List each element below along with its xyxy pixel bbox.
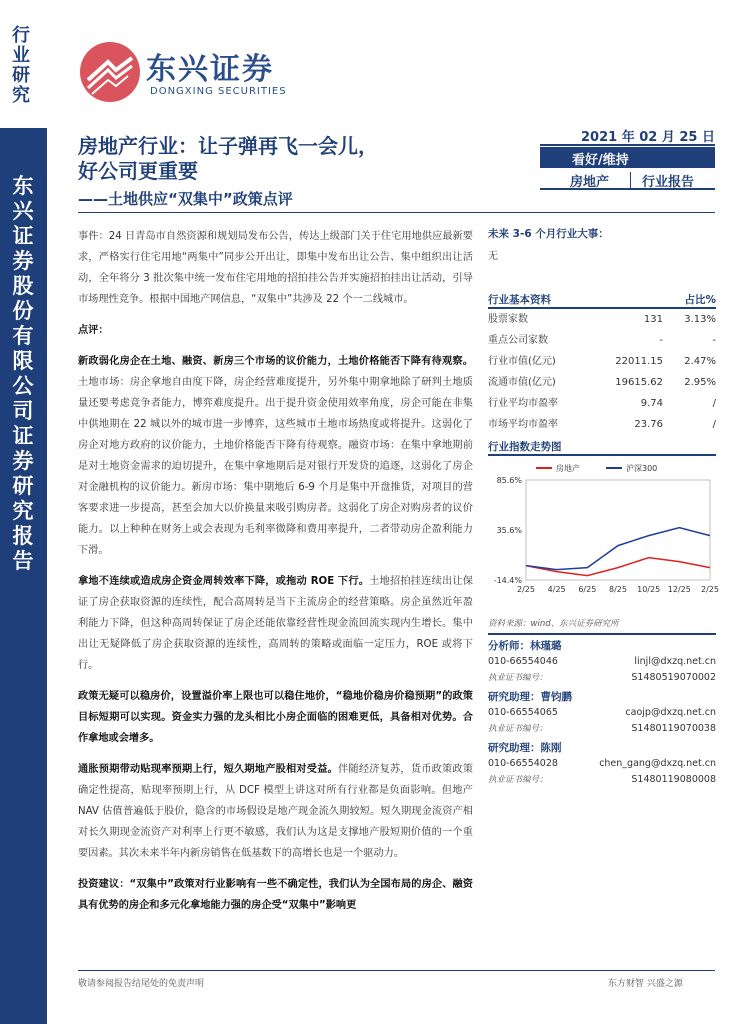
analyst-cert-number: S1480119070038 <box>631 723 716 734</box>
chart-legend-label: 沪深300 <box>626 464 658 473</box>
basic-info-pct-header: 占比% <box>684 294 716 306</box>
chart-title: 行业指数走势图 <box>488 441 562 453</box>
paragraph-4-lead: 通胀预期带动贴现率预期上行，短久期地产股相对受益。 <box>78 764 339 775</box>
analyst-cert-row <box>488 772 716 788</box>
event-paragraph: 事件：24 日青岛市自然资源和规划局发布公告，传达上级部门关于住宅用地供应最新要求，严格实行住宅用地“两集中”同步公开出让，即集中发布出让公告、集中组织出让活动，全年将分 3 批次集中统一发布住宅用地的招拍挂公告并实施招拍挂出让活动，引导市场理性竞争。根据中国地产网信息，“双集中”共涉及 22 个一二线城市。 <box>78 231 473 305</box>
analyst-cert-label: 执业证书编号： <box>488 775 548 785</box>
paragraph-1 <box>78 351 473 561</box>
paragraph-5: 投资建议：“双集中”政策对行业影响有一些不确定性，我们认为全国布局的房企、融资具有优势的房企和多元化拿地能力强的房企受“双集中”影响更 <box>78 879 473 911</box>
tag-separator <box>630 172 631 188</box>
basic-info-v2: / <box>712 419 716 430</box>
comment-label: 点评： <box>78 325 109 336</box>
chart-plot-frame <box>526 480 710 580</box>
chart-x-tick-label: 4/25 <box>547 585 566 594</box>
analyst-name: 分析师：林瑾璐 <box>488 640 562 652</box>
basic-info-row <box>488 309 716 330</box>
basic-info-row <box>488 414 716 435</box>
report-date: 2021 年 02 月 25 日 <box>581 130 715 145</box>
chart-legend-label: 房地产 <box>556 464 580 473</box>
basic-info-k: 股票家数 <box>488 314 528 325</box>
page-subtitle: ——土地供应“双集中”政策点评 <box>78 190 293 208</box>
paragraph-1-lead: 新政弱化房企在土地、融资、新房三个市场的议价能力，土地价格能否下降有待观察。 <box>78 356 473 367</box>
paragraph-2 <box>78 571 473 676</box>
footer-divider <box>78 970 715 971</box>
analyst-list <box>488 638 716 788</box>
analyst-contact-row <box>488 756 716 772</box>
basic-info-k: 行业平均市盈率 <box>488 398 558 409</box>
chart-source: 资料来源：wind、东兴证券研究所 <box>488 619 619 629</box>
chart-series-line-1 <box>526 528 710 570</box>
basic-info-title: 行业基本资料 <box>488 294 551 306</box>
analyst-email[interactable]: chen_gang@dxzq.net.cn <box>599 758 716 769</box>
logo-mark-icon <box>78 40 142 104</box>
footer-disclaimer: 敬请参阅报告结尾处的免责声明 <box>78 979 205 989</box>
chart-x-tick-label: 2/25 <box>701 585 719 594</box>
index-trend-chart <box>488 460 719 610</box>
paragraph-4-body: 伴随经济复苏，货币政策政策确定性提高，贴现率预期上行，从 DCF 模型上讲这对所有行业都是负面影响。但地产 NAV 估值普遍低于股价，隐含的市场假设是地产现金流久期较短。短久期现金流资产相对长久期现金流资产对利率上行更不敏感，我们认为这是支撑地产股短期价值的一个重要因素。其次未来半年内新房销售在低基数下的高增长也是一个驱动力。 <box>78 764 474 859</box>
basic-info-row <box>488 330 716 351</box>
tag-type: 行业报告 <box>642 175 695 190</box>
basic-info-k: 重点公司家数 <box>488 335 548 346</box>
title-divider <box>78 212 715 213</box>
basic-info-v1: 22011.15 <box>615 356 663 367</box>
sidebar-top <box>0 0 47 128</box>
company-logo <box>78 40 288 110</box>
analyst-name: 研究助理：曹钧鹏 <box>488 691 572 703</box>
chart-x-tick-label: 12/25 <box>667 585 691 594</box>
analyst-email[interactable]: caojp@dxzq.net.cn <box>625 707 716 718</box>
paragraph-2-body: 土地招拍挂连续出让保证了房企获取资源的连续性，配合高周转是当下主流房企的经营策略。房企虽然近年盈利能力下降，但这种高周转保证了房企还能依靠经营性现金流回流实现内生增长。集中出让无疑降低了房企获取资源的连续性，高周转的策略或面临一定压力，ROE 或将下行。 <box>78 576 473 671</box>
analyst-phone: 010-66554046 <box>488 656 558 667</box>
right-column <box>488 226 719 788</box>
basic-info-k: 行业市值(亿元) <box>488 356 556 367</box>
paragraph-1-body: 土地市场：房企拿地自由度下降，房企经营难度提升，另外集中期拿地除了研判土地质量还要考虑竞争者能力，博弈难度提升。出于提升资金使用效率角度，房企可能在非集中供地期在 22 城以外的城市进一步博弈，这些城市土地市场热度或将提升。这弱化了房企对地方政府的议价能力，土地价格能否下降有待观察。融资市场：在集中拿地期前是对土地资金需求的迫切提升，在集中拿地期后是对银行开发贷的追逐，这弱化了房企对金融机构的议价能力。新房市场：集中期地后 6-9 个月是集中开盘推货，对项目的营客要求进一步提高，甚至会加大以价换量来吸引购房者。这弱化了房企对购房者的议价能力。以上种种在财务上或会表现为毛利率微降和费用率提升，二者带动房企盈利能力下滑。 <box>78 377 473 556</box>
basic-info-v2: 3.13% <box>684 314 716 325</box>
basic-info-k: 流通市值(亿元) <box>488 377 556 388</box>
paragraph-2-lead: 拿地不连续或造成房企资金周转效率下降，或拖动 ROE 下行。 <box>78 576 370 587</box>
analyst-phone: 010-66554028 <box>488 758 558 769</box>
analyst-cert-number: S1480119080008 <box>631 774 716 785</box>
analyst-cert-row <box>488 670 716 686</box>
analyst-contact-row <box>488 654 716 670</box>
chart-series-line-0 <box>526 558 710 576</box>
tag-industry: 房地产 <box>570 175 610 190</box>
footer-slogan: 东方财智 兴盛之源 <box>608 979 683 989</box>
events-value: 无 <box>488 251 498 262</box>
basic-info-v1: 9.74 <box>640 398 663 409</box>
analyst-contact-row <box>488 705 716 721</box>
paragraph-4 <box>78 759 473 864</box>
report-meta-box <box>540 126 715 190</box>
title-line-2: 好公司更重要 <box>78 159 198 183</box>
chart-y-tick-label: -14.4% <box>493 576 522 585</box>
rating-badge <box>540 147 715 168</box>
chart-x-tick-label: 6/25 <box>578 585 597 594</box>
logo-text-en: DONGXING SECURITIES <box>150 86 287 97</box>
chart-x-tick-label: 10/25 <box>637 585 661 594</box>
events-title: 未来 3-6 个月行业大事： <box>488 228 609 240</box>
analyst-cert-label: 执业证书编号： <box>488 724 548 734</box>
report-tags <box>540 170 715 190</box>
basic-info-v1: 19615.62 <box>615 377 663 388</box>
report-category: 行业研究 <box>12 25 30 106</box>
basic-info-v2: - <box>712 335 716 346</box>
paragraph-3: 政策无疑可以稳房价，设置溢价率上限也可以稳住地价，“稳地价稳房价稳预期”的政策目标短期可以实现。资金实力强的龙头相比小房企面临的困难更低，具备相对优势。合作拿地或会增多。 <box>78 691 473 744</box>
rating-text: 看好/维持 <box>572 153 629 168</box>
date-divider <box>540 144 715 146</box>
basic-info-k: 市场平均市盈率 <box>488 419 558 430</box>
basic-info-v1: 23.76 <box>634 419 663 430</box>
analyst-email[interactable]: linjl@dxzq.net.cn <box>634 656 716 667</box>
basic-info-v1: 131 <box>643 314 663 325</box>
logo-text-cn: 东兴证券 <box>146 52 274 87</box>
basic-info-header <box>488 292 716 309</box>
page-title <box>78 134 518 184</box>
chart-header <box>488 439 716 456</box>
analyst-name: 研究助理：陈刚 <box>488 742 562 754</box>
analyst-phone: 010-66554065 <box>488 707 558 718</box>
title-line-1: 房地产行业：让子弹再飞一会儿， <box>78 134 378 158</box>
analyst-cert-label: 执业证书编号： <box>488 673 548 683</box>
basic-info-row <box>488 351 716 372</box>
basic-info-v1: - <box>659 335 663 346</box>
analyst-divider <box>488 633 716 635</box>
basic-info-v2: 2.95% <box>684 377 716 388</box>
chart-y-tick-label: 35.6% <box>496 526 522 535</box>
basic-info-v2: 2.47% <box>684 356 716 367</box>
chart-x-tick-label: 8/25 <box>609 585 627 594</box>
chart-x-tick-label: 2/25 <box>517 585 535 594</box>
main-content <box>78 226 473 926</box>
basic-info-v2: / <box>712 398 716 409</box>
analyst-cert-number: S1480519070002 <box>631 672 716 683</box>
chart-y-tick-label: 85.6% <box>496 476 522 485</box>
company-report-label: 东兴证券股份有限公司证券研究报告 <box>12 174 34 573</box>
analyst-cert-row <box>488 721 716 737</box>
sidebar-band <box>0 128 47 1024</box>
basic-info-row <box>488 393 716 414</box>
basic-info-row <box>488 372 716 393</box>
basic-info-table <box>488 309 716 435</box>
